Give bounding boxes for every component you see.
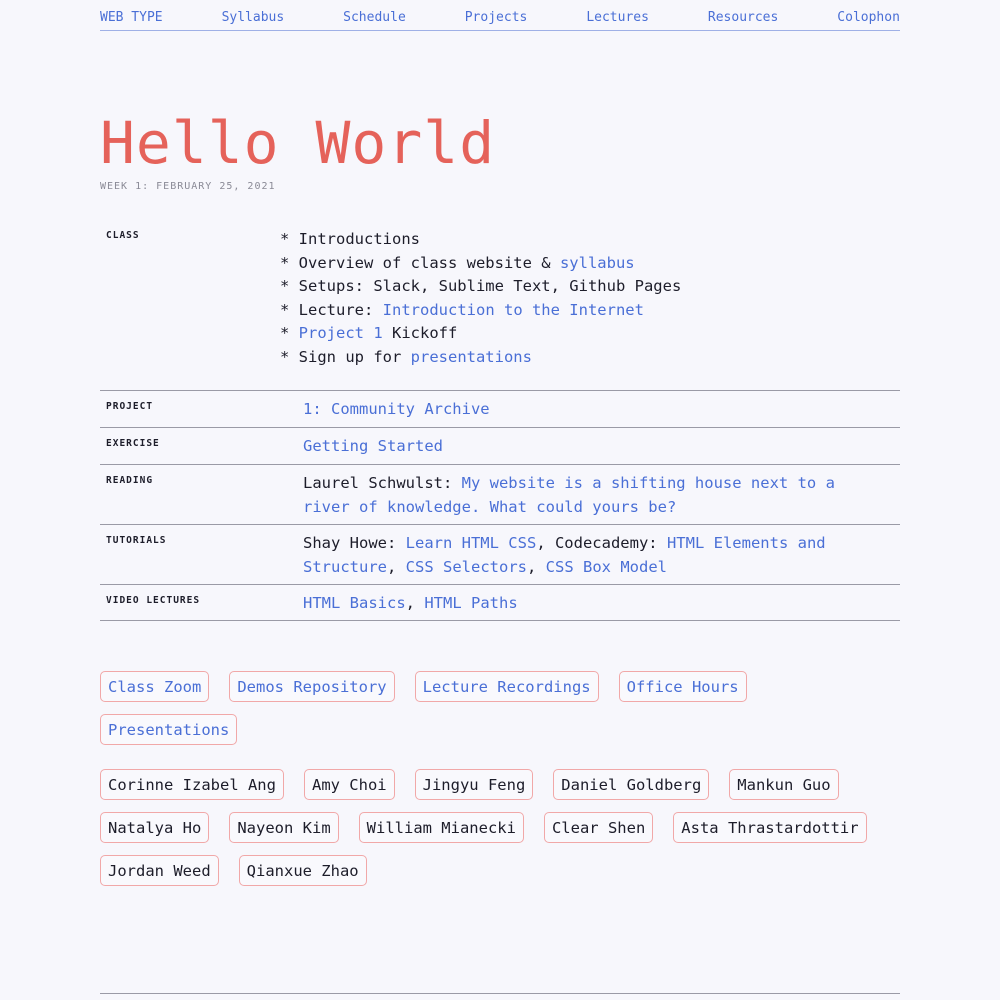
nav-brand-link[interactable]: WEB TYPE: [100, 10, 163, 25]
nav-item-lectures[interactable]: Lectures: [586, 10, 649, 25]
table-row-exercise: [100, 427, 900, 464]
table-row-tutorials: [100, 524, 900, 584]
tutorial-separator: ,: [527, 557, 546, 576]
syllabus-link[interactable]: syllabus: [559, 253, 635, 272]
agenda-item: [280, 299, 681, 323]
student-tag: Qianxue Zhao: [239, 855, 367, 886]
agenda-item: [280, 252, 681, 276]
agenda-item: [280, 275, 681, 299]
agenda-item: [280, 322, 681, 346]
agenda-text: Kickoff: [382, 324, 458, 342]
nav-item-resources[interactable]: Resources: [707, 10, 779, 25]
student-tag: Jordan Weed: [100, 855, 219, 886]
reading-link[interactable]: My website is a shifting house next to a river of knowledge. What could yours be?: [303, 474, 835, 516]
week-date: WEEK 1: FEBRUARY 25, 2021: [100, 181, 276, 192]
row-content: [303, 465, 878, 524]
presentations-link[interactable]: presentations: [410, 347, 532, 366]
student-tag: Nayeon Kim: [229, 812, 338, 843]
table-row-video-lectures: [100, 584, 900, 621]
student-tag: Natalya Ho: [100, 812, 209, 843]
row-label: VIDEO LECTURES: [106, 595, 201, 606]
row-label: TUTORIALS: [106, 535, 167, 546]
tutorial-separator: ,: [387, 557, 406, 576]
table-row-reading: [100, 464, 900, 524]
tutorial-author: Shay Howe:: [303, 534, 406, 552]
row-label: PROJECT: [106, 401, 154, 412]
student-tag: Jingyu Feng: [415, 769, 534, 800]
agenda-item: [280, 228, 681, 252]
reading-author: Laurel Schwulst:: [303, 474, 462, 492]
row-content: [303, 428, 878, 464]
assignment-table: [100, 390, 900, 621]
student-tag: William Mianecki: [359, 812, 524, 843]
footer-divider: [100, 993, 900, 994]
row-label: READING: [106, 475, 154, 486]
top-nav: [100, 0, 900, 31]
table-row-project: [100, 390, 900, 427]
page-title: Hello World: [100, 109, 496, 177]
agenda-text: Lecture:: [298, 300, 383, 319]
css-selectors-link[interactable]: CSS Selectors: [405, 557, 527, 576]
html-paths-link[interactable]: HTML Paths: [424, 594, 518, 612]
nav-item-colophon[interactable]: Colophon: [837, 10, 900, 25]
html-basics-link[interactable]: HTML Basics: [303, 594, 406, 612]
student-tag: Mankun Guo: [729, 769, 838, 800]
project-1-link[interactable]: Project 1: [298, 324, 383, 342]
video-separator: ,: [405, 594, 425, 612]
nav-item-syllabus[interactable]: Syllabus: [221, 10, 285, 25]
intro-internet-link[interactable]: Introduction to the Internet: [382, 300, 644, 319]
row-content: [303, 525, 878, 584]
community-archive-link[interactable]: 1: Community Archive: [303, 400, 490, 418]
class-label: CLASS: [106, 230, 140, 241]
class-agenda-list: [280, 228, 681, 369]
row-content: [303, 391, 878, 427]
class-zoom-button[interactable]: Class Zoom: [100, 671, 209, 702]
student-tag: Corinne Izabel Ang: [100, 769, 284, 800]
lecture-recordings-button[interactable]: Lecture Recordings: [415, 671, 599, 702]
student-tag: Clear Shen: [544, 812, 653, 843]
tag-list: [100, 671, 900, 886]
office-hours-button[interactable]: Office Hours: [619, 671, 747, 702]
nav-item-projects[interactable]: Projects: [464, 10, 528, 25]
html-elements-link[interactable]: HTML Elements and Structure: [303, 534, 826, 576]
row-label: EXERCISE: [106, 438, 160, 449]
getting-started-link[interactable]: Getting Started: [303, 437, 443, 455]
agenda-text: Overview of class website &: [298, 253, 560, 272]
student-tag: Amy Choi: [304, 769, 395, 800]
agenda-text: Introductions: [298, 230, 420, 248]
row-content: [303, 585, 878, 620]
agenda-text: Setups: Slack, Sublime Text, Github Pages: [298, 277, 682, 295]
tutorial-separator: , Codecademy:: [536, 534, 667, 552]
learn-html-css-link[interactable]: Learn HTML CSS: [405, 534, 537, 552]
student-tag: Asta Thrastardottir: [673, 812, 866, 843]
page: [100, 0, 900, 880]
css-box-model-link[interactable]: CSS Box Model: [545, 557, 667, 576]
nav-item-schedule[interactable]: Schedule: [343, 10, 406, 25]
presentations-button[interactable]: Presentations: [100, 714, 237, 745]
demos-repository-button[interactable]: Demos Repository: [229, 671, 394, 702]
student-tag: Daniel Goldberg: [553, 769, 709, 800]
agenda-text: Sign up for: [298, 347, 411, 366]
agenda-item: [280, 346, 681, 370]
